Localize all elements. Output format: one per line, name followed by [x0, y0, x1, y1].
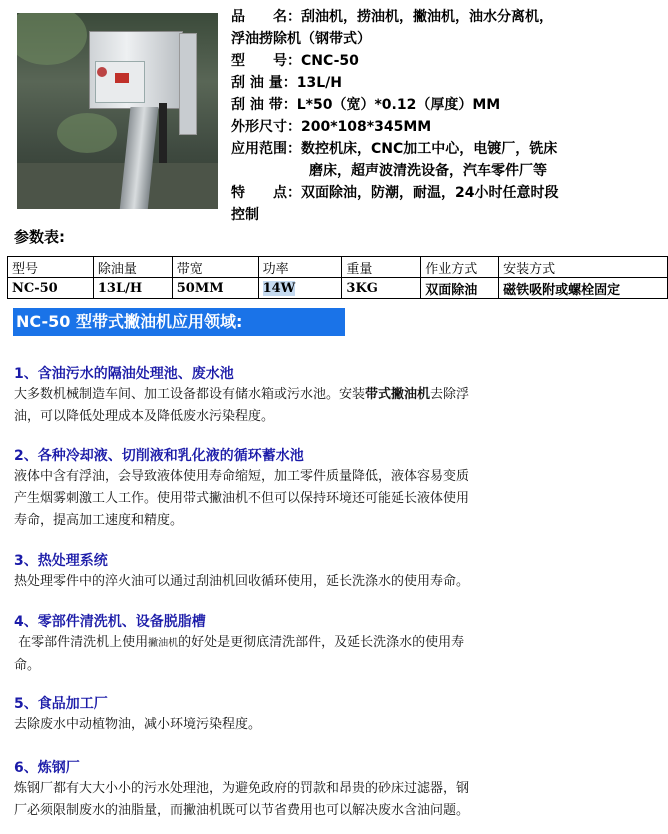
section-heading: 2、各种冷却液、切削液和乳化液的循环蓄水池: [14, 448, 304, 464]
foliage: [57, 113, 117, 153]
section-text: 热处理零件中的淬火油可以通过刮油机回收循环使用，延长洗涤水的使用寿命。: [14, 574, 470, 589]
header-cell: 安装方式: [499, 257, 668, 278]
table-header-row: [8, 257, 668, 278]
application-banner: NC-50 型带式撇油机应用领域:: [13, 308, 345, 336]
floor: [17, 163, 218, 209]
selected-text: 14W: [262, 280, 296, 296]
section-text: 产生烟雾刺激工人工作。使用带式撇油机不但可以保持环境还可能延长液体使用: [14, 491, 470, 506]
section-4: [14, 612, 574, 677]
table-cell: 磁铁吸附或螺栓固定: [499, 278, 668, 299]
section-text: 油，可以降低处理成本及降低废水污染程度。: [14, 409, 275, 424]
section-1: [14, 364, 574, 428]
section-5: [14, 694, 574, 736]
header-cell: 作业方式: [421, 257, 499, 278]
section-heading: 6、炼钢厂: [14, 760, 80, 776]
table-cell: [258, 278, 342, 299]
table-row: [8, 278, 668, 299]
spec-model: 型 号：CNC-50: [231, 53, 359, 69]
foliage: [17, 13, 87, 65]
spec-application: 应用范围：数控机床，CNC加工中心，电镀厂，铣床: [231, 141, 558, 157]
section-text: 寿命，提高加工速度和精度。: [14, 513, 184, 528]
spec-name: 品 名：刮油机，捞油机，撇油机，油水分离机，: [231, 9, 553, 25]
section-heading: 4、零部件清洗机、设备脱脂槽: [14, 614, 206, 630]
param-table-title: 参数表:: [14, 228, 65, 246]
section-6: [14, 758, 574, 822]
param-table: [7, 256, 668, 299]
section-heading: 5、食品加工厂: [14, 696, 108, 712]
table-cell: 50MM: [172, 278, 258, 299]
header-cell: 型号: [8, 257, 94, 278]
section-3: [14, 551, 574, 593]
section-text: 命。: [14, 658, 41, 673]
spec-belt: 刮 油 带：L*50（宽）*0.12（厚度）MM: [231, 97, 501, 113]
spec-capacity: 刮 油 量：13L/H: [231, 75, 342, 91]
header-cell: 功率: [258, 257, 342, 278]
power-cable: [159, 103, 167, 163]
section-text: 液体中含有浮油，会导致液体使用寿命缩短，加工零件质量降低，液体容易变质: [14, 469, 470, 484]
section-text: 厂必须限制废水的油脂量，而撇油机既可以节省费用也可以解决废水含油问题。: [14, 803, 470, 818]
section-heading: 3、热处理系统: [14, 553, 108, 569]
header-cell: 带宽: [172, 257, 258, 278]
skimmer-side-plate: [179, 33, 197, 135]
header-cell: 重量: [342, 257, 421, 278]
spec-dims: 外形尺寸：200*108*345MM: [231, 119, 432, 135]
table-cell: 3KG: [342, 278, 421, 299]
header-cell: 除油量: [93, 257, 172, 278]
section-text: 在零部件清洗机上使用撇油机的好处是更彻底清洗部件，及延长洗涤水的使用寿: [14, 635, 465, 650]
table-cell: 13L/H: [93, 278, 172, 299]
spec-name-cont: 浮油捞除机（钢带式）: [231, 31, 371, 47]
table-cell: NC-50: [8, 278, 94, 299]
spec-features-cont: 控制: [231, 207, 259, 223]
spec-application-cont: 磨床，超声波清洗设备，汽车零件厂等: [309, 163, 547, 179]
power-switch: [115, 73, 129, 83]
product-photo: [17, 13, 218, 209]
section-text: 炼钢厂都有大大小小的污水处理池，为避免政府的罚款和昂贵的砂床过滤器，钢: [14, 781, 470, 796]
warning-dial: [97, 67, 107, 77]
section-heading: 1、含油污水的隔油处理池、废水池: [14, 366, 234, 382]
section-text: 大多数机械制造车间、加工设备都设有储水箱或污水池。安装带式撇油机去除浮: [14, 387, 470, 402]
section-text: 去除废水中动植物油，减小环境污染程度。: [14, 717, 262, 732]
spec-features: 特 点：双面除油，防潮，耐温，24小时任意时段: [231, 185, 559, 201]
section-2: [14, 446, 574, 532]
table-cell: 双面除油: [421, 278, 499, 299]
